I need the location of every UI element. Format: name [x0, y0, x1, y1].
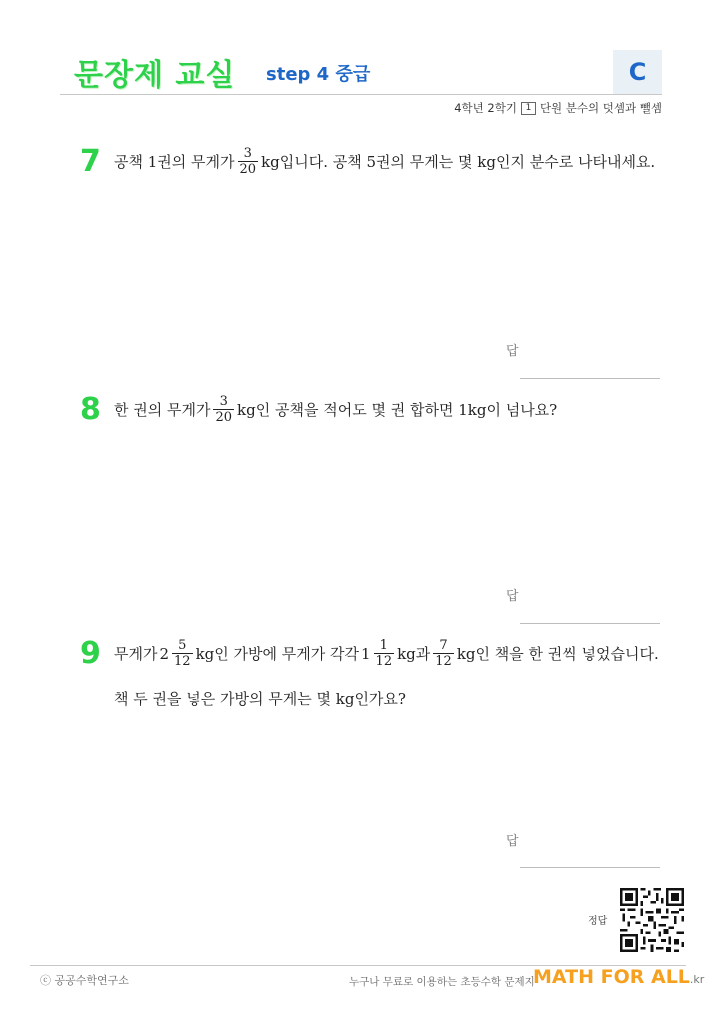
problem-text-line-2: 책 두 권을 넣은 가방의 무게는 몇 kg인가요? — [114, 690, 406, 708]
fraction — [433, 638, 454, 669]
fraction-denominator: 20 — [215, 410, 233, 425]
problem-8 — [80, 392, 670, 632]
problem-9 — [80, 636, 670, 896]
problem-text: 한 권의 무게가 — [114, 401, 211, 419]
problem-text-line — [114, 638, 659, 669]
page-title: 문장제 교실 — [74, 58, 236, 93]
fraction-numerator: 7 — [439, 638, 448, 653]
fraction — [374, 638, 395, 669]
fraction-numerator: 1 — [379, 638, 388, 653]
problem-text: kg인 가방에 무게가 각각 — [195, 645, 359, 663]
fraction-denominator: 12 — [435, 654, 452, 669]
problem-text: kg인 책을 한 권씩 넣었습니다. — [456, 645, 659, 663]
mixed-number-whole: 2 — [159, 644, 170, 663]
grade-semester: 4학년 2학기 — [454, 101, 517, 115]
copyright: ⓒ 공공수학연구소 — [40, 974, 129, 987]
footer-tagline: 누구나 무료로 이용하는 초등수학 문제지 — [349, 976, 535, 988]
problem-text-line — [114, 146, 655, 177]
problem-number: 7 — [80, 144, 101, 179]
unit-subtitle — [454, 100, 662, 116]
fraction-numerator: 5 — [178, 638, 187, 653]
fraction — [172, 638, 193, 669]
mixed-number-whole: 1 — [361, 644, 371, 663]
problem-text: kg인 공책을 적어도 몇 권 합하면 1kg이 넘나요? — [237, 401, 558, 419]
answer-line[interactable] — [520, 867, 660, 868]
problem-text: 무게가 — [114, 645, 158, 663]
fraction-numerator: 3 — [219, 394, 228, 409]
answer-label: 답 — [506, 344, 519, 359]
problem-7 — [80, 144, 670, 384]
fraction-denominator: 12 — [375, 654, 393, 669]
fraction-denominator: 12 — [174, 654, 191, 669]
fraction — [213, 394, 234, 425]
problem-text: kg과 — [397, 645, 431, 663]
problem-number: 9 — [80, 636, 101, 671]
problem-text: kg입니다. 공책 5권의 무게는 몇 kg인지 분수로 나타내세요. — [261, 153, 656, 171]
fraction-numerator: 3 — [243, 146, 252, 161]
answer-line[interactable] — [520, 623, 660, 624]
answer-label: 답 — [506, 589, 519, 604]
level-badge: C — [613, 50, 662, 94]
answer-line[interactable] — [520, 378, 660, 379]
problem-text-line — [114, 394, 557, 425]
brand-name: MATH FOR ALL — [533, 966, 690, 988]
unit-number-box: 1 — [521, 102, 536, 115]
fraction-denominator: 20 — [239, 162, 257, 177]
qr-code-icon[interactable] — [620, 888, 684, 952]
problem-text: 공책 1권의 무게가 — [114, 153, 235, 171]
answer-label: 답 — [506, 834, 519, 849]
fraction — [238, 146, 259, 177]
problem-number: 8 — [80, 392, 101, 427]
unit-title: 단원 분수의 덧셈과 뺄셈 — [539, 101, 662, 115]
header-divider — [60, 94, 662, 95]
brand-logo[interactable] — [533, 966, 704, 988]
answer-key-label: 정답 — [588, 916, 608, 927]
step-label: step 4 중급 — [266, 64, 371, 85]
brand-suffix: .kr — [689, 973, 705, 986]
